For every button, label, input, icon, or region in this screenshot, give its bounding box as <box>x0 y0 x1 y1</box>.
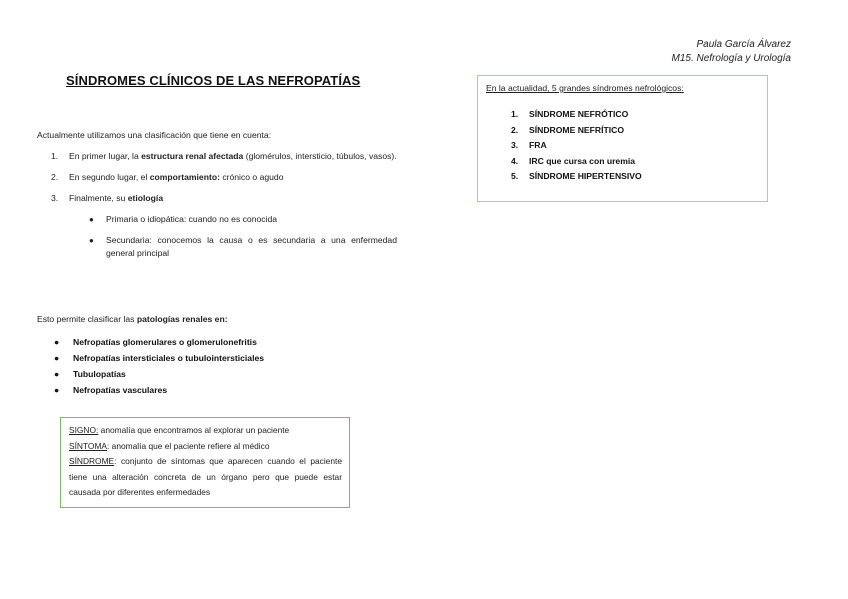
criteria-keyword: etiología <box>127 193 164 203</box>
criteria-keyword: estructura renal afectada <box>141 151 244 161</box>
syndrome-label: FRA <box>529 140 547 150</box>
syndrome-item <box>486 123 759 139</box>
criteria-list <box>37 150 397 268</box>
syndrome-number: 5. <box>511 171 519 181</box>
definition-sign <box>69 423 342 439</box>
syndromes-list <box>486 107 759 185</box>
syndrome-label: IRC que cursa con uremia <box>529 155 636 166</box>
syndrome-item <box>486 169 759 185</box>
syndromes-box <box>477 75 768 202</box>
etiology-item <box>69 213 397 226</box>
syndrome-number: 2. <box>511 124 519 135</box>
syndrome-item <box>486 154 759 170</box>
definition-term: SIGNO: <box>69 425 99 435</box>
pathologies-list <box>52 334 264 398</box>
definition-term: SÍNTOMA <box>69 440 108 451</box>
bullet-icon: ● <box>54 353 60 363</box>
definition-text: anomalía que encontramos al explorar un paciente <box>98 425 290 435</box>
bullet-icon: ● <box>54 369 60 379</box>
criteria-item <box>37 192 397 260</box>
criteria-item <box>37 171 397 184</box>
syndrome-label: SÍNDROME HIPERTENSIVO <box>529 171 642 181</box>
syndromes-heading: En la actualidad, 5 grandes síndromes nefrológicos: <box>486 83 684 93</box>
pathology-item <box>52 382 264 398</box>
pathology-item <box>52 334 264 350</box>
definition-symptom <box>69 439 342 455</box>
definition-syndrome <box>69 454 342 501</box>
pathology-label: Nefropatías glomerulares o glomerulonefritis <box>73 337 257 347</box>
bullet-icon: ● <box>89 215 94 224</box>
pathologies-intro <box>37 314 228 324</box>
bullet-icon: ● <box>54 385 60 395</box>
pathologies-intro-text: Esto permite clasificar las <box>37 314 137 324</box>
pathology-item <box>52 350 264 366</box>
etiology-item <box>69 234 397 260</box>
definition-text: : anomalía que el paciente refiere al médico <box>107 440 270 451</box>
criteria-item <box>37 150 397 163</box>
definitions-box <box>60 417 350 508</box>
author-block <box>671 38 791 66</box>
syndrome-number: 4. <box>511 155 519 166</box>
criteria-text: En segundo lugar, el <box>69 172 150 182</box>
criteria-number: 2. <box>51 172 59 182</box>
syndrome-number: 1. <box>511 109 519 119</box>
author-name: Paula García Álvarez <box>696 39 791 50</box>
criteria-number: 3. <box>51 193 59 203</box>
intro-text: Actualmente utilizamos una clasificación que tiene en cuenta: <box>37 130 272 140</box>
page-title: SÍNDROMES CLÍNICOS DE LAS NEFROPATÍAS <box>66 73 361 88</box>
syndrome-item <box>486 107 759 123</box>
definition-term: SÍNDROME <box>69 456 115 466</box>
bullet-icon: ● <box>54 337 60 347</box>
pathology-label: Tubulopatías <box>73 369 126 379</box>
syndrome-item <box>486 138 759 154</box>
criteria-text: En primer lugar, la <box>69 151 142 161</box>
criteria-number: 1. <box>51 151 59 161</box>
pathology-item <box>52 366 264 382</box>
bullet-icon: ● <box>89 236 94 245</box>
pathologies-intro-keyword: patologías renales en: <box>136 314 228 324</box>
pathology-label: Nefropatías vasculares <box>73 385 168 395</box>
criteria-text: (glomérulos, intersticio, túbulos, vasos). <box>243 151 397 161</box>
course-name: M15. Nefrología y Urología <box>671 53 791 64</box>
criteria-text: Finalmente, su <box>69 193 128 203</box>
pathology-label: Nefropatías intersticiales o tubulointersticiales <box>73 353 265 363</box>
syndrome-number: 3. <box>511 140 519 150</box>
criteria-text: crónico o agudo <box>219 172 284 182</box>
etiology-text: Primaria o idiopática: cuando no es conocida <box>106 214 278 224</box>
criteria-keyword: comportamiento: <box>149 172 220 182</box>
syndrome-label: SÍNDROME NEFRÍTICO <box>529 124 625 135</box>
definition-text: : conjunto de síntomas que aparecen cuando el paciente tiene una alteración concreta de un órgano pero que puede estar causada por diferentes enfermedades <box>69 456 342 497</box>
etiology-text: Secundaria: conocemos la causa o es secundaria a una enfermedad general principal <box>106 235 397 258</box>
syndrome-label: SÍNDROME NEFRÓTICO <box>529 109 629 119</box>
etiology-list <box>69 213 397 260</box>
